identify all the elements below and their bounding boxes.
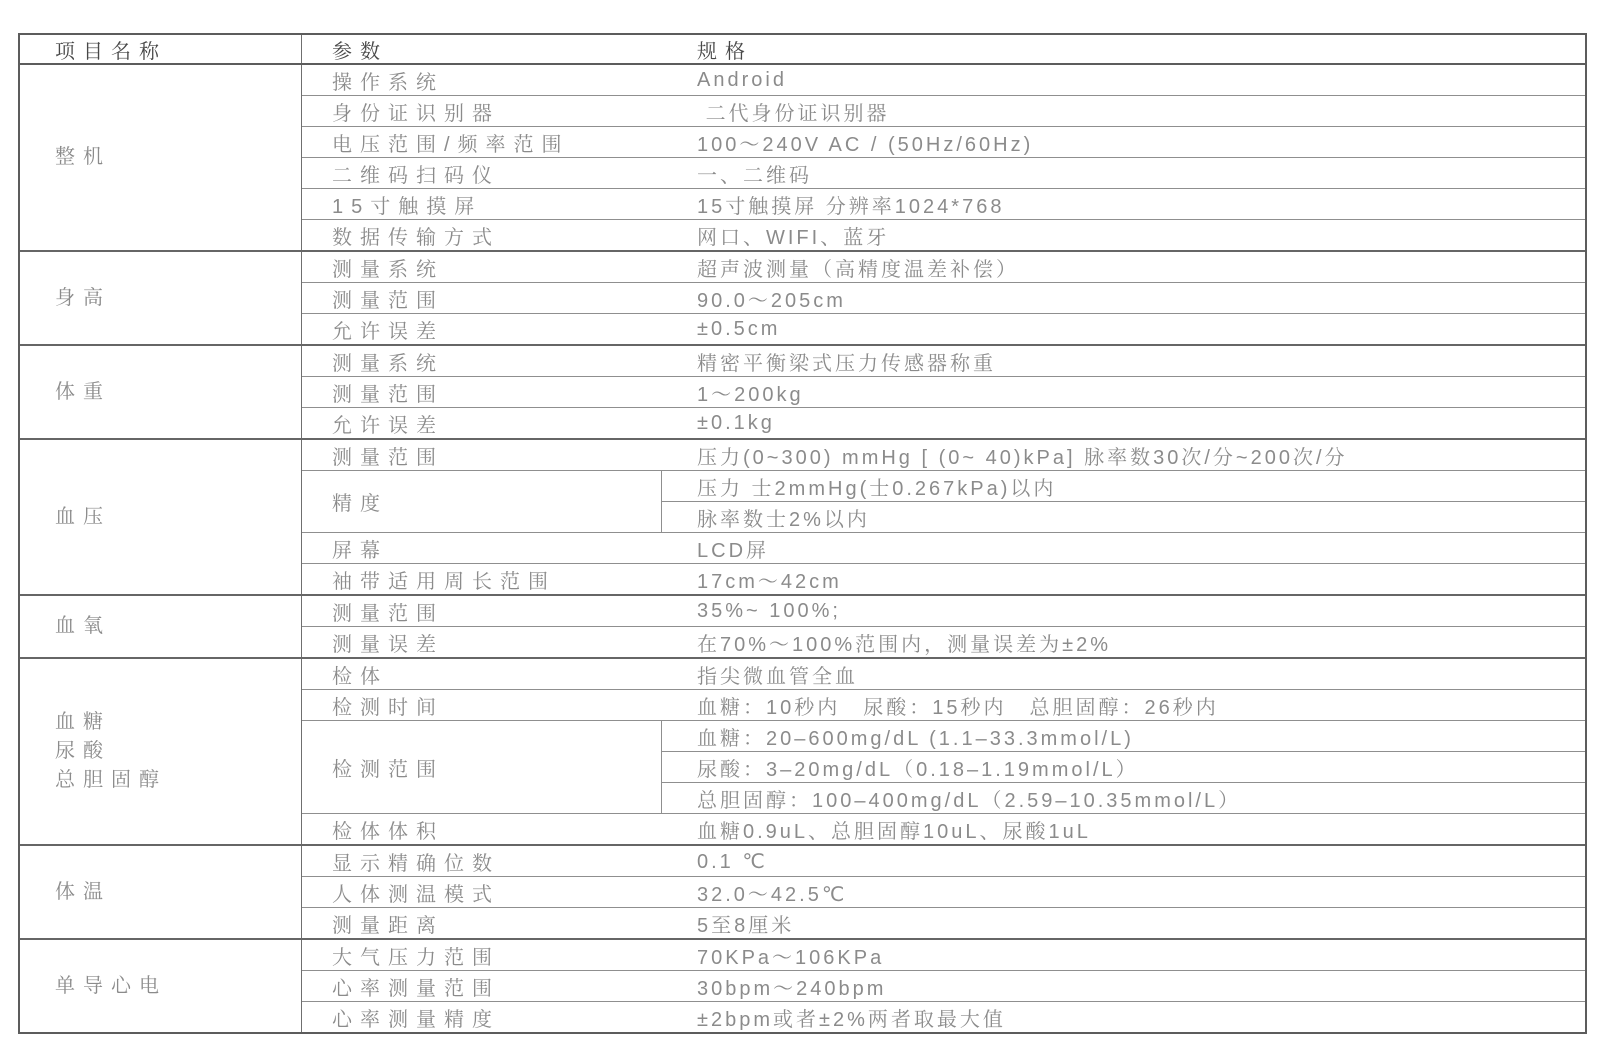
param-label: 心率测量精度 bbox=[332, 1008, 500, 1031]
table-row bbox=[302, 282, 1585, 313]
table-row bbox=[302, 846, 1585, 876]
spec-cell bbox=[662, 314, 1585, 344]
table-row bbox=[302, 157, 1585, 188]
spec-value: 90.0～205cm bbox=[697, 289, 846, 312]
param-label: 电压范围/频率范围 bbox=[332, 133, 570, 156]
param-cell bbox=[302, 814, 662, 844]
category-cell bbox=[20, 346, 302, 438]
param-cell bbox=[302, 940, 662, 970]
spec-subcell bbox=[662, 751, 1585, 782]
param-label: 检测时间 bbox=[332, 696, 444, 719]
spec-value: 网口、WIFI、蓝牙 bbox=[697, 226, 890, 249]
param-label: 测量范围 bbox=[332, 602, 444, 625]
param-cell bbox=[302, 189, 662, 219]
group-rows bbox=[302, 65, 1585, 250]
table-group bbox=[20, 844, 1585, 938]
spec-cell bbox=[662, 189, 1585, 219]
spec-value: 超声波测量（高精度温差补偿） bbox=[697, 258, 1019, 281]
spec-cell bbox=[662, 908, 1585, 938]
table-row bbox=[302, 126, 1585, 157]
spec-cell bbox=[662, 533, 1585, 563]
group-rows bbox=[302, 252, 1585, 344]
table-header-row bbox=[20, 35, 1585, 65]
spec-table bbox=[18, 33, 1587, 1034]
param-cell bbox=[302, 96, 662, 126]
spec-value: 100～240V AC / (50Hz/60Hz) bbox=[697, 133, 1034, 156]
spec-value: Android bbox=[697, 68, 787, 91]
table-row bbox=[302, 188, 1585, 219]
spec-cell bbox=[662, 940, 1585, 970]
spec-cell bbox=[662, 814, 1585, 844]
param-label: 精度 bbox=[332, 493, 388, 515]
spec-value: LCD屏 bbox=[697, 539, 770, 562]
spec-cell bbox=[662, 690, 1585, 720]
spec-subrows bbox=[662, 471, 1585, 532]
spec-value: ±0.5cm bbox=[697, 317, 781, 340]
param-cell bbox=[302, 346, 662, 376]
table-row bbox=[302, 65, 1585, 95]
param-label: 测量距离 bbox=[332, 914, 444, 937]
spec-cell bbox=[662, 127, 1585, 157]
spec-value: 一、二维码 bbox=[697, 164, 812, 187]
header-cell-specification bbox=[662, 35, 1585, 63]
param-cell bbox=[302, 846, 662, 876]
spec-value: 35%~ 100%; bbox=[697, 599, 841, 622]
param-label: 数据传输方式 bbox=[332, 226, 500, 249]
spec-cell bbox=[662, 659, 1585, 689]
spec-value: ±0.1kg bbox=[697, 411, 775, 434]
param-label: 显示精确位数 bbox=[332, 852, 500, 875]
spec-cell bbox=[662, 627, 1585, 657]
table-row bbox=[302, 940, 1585, 970]
table-row bbox=[302, 563, 1585, 594]
spec-value: 总胆固醇：100–400mg/dL（2.59–10.35mmol/L） bbox=[697, 789, 1242, 812]
category-label: 血压 bbox=[55, 505, 111, 528]
param-cell bbox=[302, 65, 662, 95]
category-label: 血氧 bbox=[55, 615, 111, 637]
param-label: 测量系统 bbox=[332, 258, 444, 281]
table-row bbox=[302, 720, 1585, 813]
table-row bbox=[302, 1001, 1585, 1032]
param-label: 测量范围 bbox=[332, 383, 444, 406]
category-cell bbox=[20, 65, 302, 250]
param-label: 袖带适用周长范围 bbox=[332, 570, 556, 593]
table-row bbox=[302, 376, 1585, 407]
param-cell bbox=[302, 158, 662, 188]
table-group bbox=[20, 438, 1585, 594]
param-label: 测量范围 bbox=[332, 446, 444, 469]
spec-subcell bbox=[662, 782, 1585, 813]
param-cell bbox=[302, 908, 662, 938]
spec-cell bbox=[662, 96, 1585, 126]
table-group bbox=[20, 657, 1585, 844]
spec-cell bbox=[662, 408, 1585, 438]
spec-cell bbox=[662, 971, 1585, 1001]
table-row bbox=[302, 346, 1585, 376]
category-label: 单导心电 bbox=[55, 974, 167, 997]
table-group bbox=[20, 938, 1585, 1032]
spec-cell bbox=[662, 564, 1585, 594]
param-label: 测量系统 bbox=[332, 352, 444, 375]
header-label-parameter: 参数 bbox=[332, 40, 388, 63]
param-cell bbox=[302, 408, 662, 438]
param-cell bbox=[302, 533, 662, 563]
table-row bbox=[302, 596, 1585, 626]
category-cell bbox=[20, 846, 302, 938]
category-label: 体重 bbox=[55, 380, 111, 403]
group-rows bbox=[302, 596, 1585, 657]
param-cell bbox=[302, 127, 662, 157]
group-rows bbox=[302, 846, 1585, 938]
param-cell bbox=[302, 314, 662, 344]
param-label: 屏幕 bbox=[332, 539, 388, 562]
spec-cell bbox=[662, 1002, 1585, 1032]
param-label: 人体测温模式 bbox=[332, 883, 500, 906]
spec-cell bbox=[662, 440, 1585, 470]
param-label: 15寸触摸屏 bbox=[332, 195, 483, 218]
spec-cell bbox=[662, 252, 1585, 282]
table-row bbox=[302, 813, 1585, 844]
spec-cell bbox=[662, 846, 1585, 876]
spec-value: 压力(0~300) mmHg [ (0~ 40)kPa] 脉率数30次/分~200次/分 bbox=[697, 446, 1348, 469]
table-body bbox=[20, 65, 1585, 1032]
param-cell bbox=[302, 471, 662, 532]
param-cell bbox=[302, 596, 662, 626]
category-cell bbox=[20, 252, 302, 344]
category-label: 整机 bbox=[55, 146, 111, 168]
param-label: 身份证识别器 bbox=[332, 102, 500, 125]
category-cell bbox=[20, 440, 302, 594]
spec-cell bbox=[662, 283, 1585, 313]
param-cell bbox=[302, 440, 662, 470]
table-row bbox=[302, 407, 1585, 438]
table-row bbox=[302, 252, 1585, 282]
param-cell bbox=[302, 690, 662, 720]
spec-value: 1～200kg bbox=[697, 383, 804, 406]
spec-cell bbox=[662, 346, 1585, 376]
table-row bbox=[302, 470, 1585, 532]
param-label: 大气压力范围 bbox=[332, 946, 500, 969]
param-label: 检体体积 bbox=[332, 820, 444, 843]
spec-value: 0.1 ℃ bbox=[697, 850, 768, 873]
header-cell-item-name bbox=[20, 35, 302, 63]
header-label-specification: 规格 bbox=[697, 40, 753, 63]
param-cell bbox=[302, 1002, 662, 1032]
spec-value: 压力 士2mmHg(士0.267kPa)以内 bbox=[697, 477, 1057, 500]
spec-value: 血糖：10秒内 尿酸：15秒内 总胆固醇：26秒内 bbox=[697, 696, 1219, 719]
param-label: 检测范围 bbox=[332, 758, 444, 781]
spec-cell bbox=[662, 158, 1585, 188]
spec-cell bbox=[662, 596, 1585, 626]
param-label: 测量范围 bbox=[332, 289, 444, 312]
table-row bbox=[302, 689, 1585, 720]
category-label: 身高 bbox=[55, 286, 111, 309]
param-label: 操作系统 bbox=[332, 71, 444, 94]
spec-subrows bbox=[662, 721, 1585, 813]
spec-value: 5至8厘米 bbox=[697, 914, 795, 937]
param-label: 允许误差 bbox=[332, 320, 444, 343]
spec-value: 血糖0.9uL、总胆固醇10uL、尿酸1uL bbox=[697, 820, 1091, 843]
param-cell bbox=[302, 252, 662, 282]
category-cell bbox=[20, 596, 302, 657]
spec-subcell bbox=[662, 501, 1585, 532]
group-rows bbox=[302, 659, 1585, 844]
param-label: 检体 bbox=[332, 665, 388, 688]
param-cell bbox=[302, 627, 662, 657]
spec-value: 在70%～100%范围内，测量误差为±2% bbox=[697, 633, 1112, 656]
table-row bbox=[302, 626, 1585, 657]
spec-subcell bbox=[662, 471, 1585, 501]
spec-cell bbox=[662, 377, 1585, 407]
table-group bbox=[20, 594, 1585, 657]
table-row bbox=[302, 659, 1585, 689]
table-row bbox=[302, 313, 1585, 344]
param-cell bbox=[302, 971, 662, 1001]
category-cell bbox=[20, 659, 302, 844]
category-label: 血糖 bbox=[55, 711, 111, 733]
spec-value: 精密平衡梁式压力传感器称重 bbox=[697, 352, 996, 375]
param-label: 允许误差 bbox=[332, 414, 444, 437]
spec-value: 指尖微血管全血 bbox=[697, 665, 858, 688]
spec-value: 脉率数士2%以内 bbox=[697, 508, 870, 531]
group-rows bbox=[302, 346, 1585, 438]
table-row bbox=[302, 219, 1585, 250]
spec-value: 32.0～42.5℃ bbox=[697, 883, 848, 906]
param-cell bbox=[302, 564, 662, 594]
table-group bbox=[20, 65, 1585, 250]
header-cell-parameter bbox=[302, 35, 662, 63]
table-row bbox=[302, 970, 1585, 1001]
table-row bbox=[302, 907, 1585, 938]
table-group bbox=[20, 250, 1585, 344]
spec-cell bbox=[662, 220, 1585, 250]
table-group bbox=[20, 344, 1585, 438]
spec-value: 尿酸：3–20mg/dL（0.18–1.19mmol/L） bbox=[697, 758, 1139, 781]
spec-value: 二代身份证识别器 bbox=[697, 102, 890, 125]
spec-value: 70KPa～106KPa bbox=[697, 946, 885, 969]
category-label: 尿酸 bbox=[55, 740, 111, 762]
param-cell bbox=[302, 220, 662, 250]
group-rows bbox=[302, 440, 1585, 594]
spec-value: 15寸触摸屏 分辨率1024*768 bbox=[697, 195, 1005, 218]
spec-value: ±2bpm或者±2%两者取最大值 bbox=[697, 1008, 1006, 1031]
category-cell bbox=[20, 940, 302, 1032]
param-label: 二维码扫码仪 bbox=[332, 164, 500, 187]
group-rows bbox=[302, 940, 1585, 1032]
spec-cell bbox=[662, 65, 1585, 95]
table-row bbox=[302, 532, 1585, 563]
param-cell bbox=[302, 377, 662, 407]
param-cell bbox=[302, 659, 662, 689]
spec-value: 17cm～42cm bbox=[697, 570, 842, 593]
category-label: 总胆固醇 bbox=[55, 769, 167, 791]
param-cell bbox=[302, 283, 662, 313]
header-label-item-name: 项目名称 bbox=[55, 40, 167, 63]
category-label: 体温 bbox=[55, 880, 111, 903]
spec-value: 血糖：20–600mg/dL (1.1–33.3mmol/L) bbox=[697, 727, 1134, 750]
spec-value: 30bpm～240bpm bbox=[697, 977, 887, 1000]
param-label: 心率测量范围 bbox=[332, 977, 500, 1000]
table-row bbox=[302, 876, 1585, 907]
param-label: 测量误差 bbox=[332, 633, 444, 656]
table-row bbox=[302, 440, 1585, 470]
param-cell bbox=[302, 877, 662, 907]
spec-subcell bbox=[662, 721, 1585, 751]
spec-cell bbox=[662, 877, 1585, 907]
param-cell bbox=[302, 721, 662, 813]
table-row bbox=[302, 95, 1585, 126]
